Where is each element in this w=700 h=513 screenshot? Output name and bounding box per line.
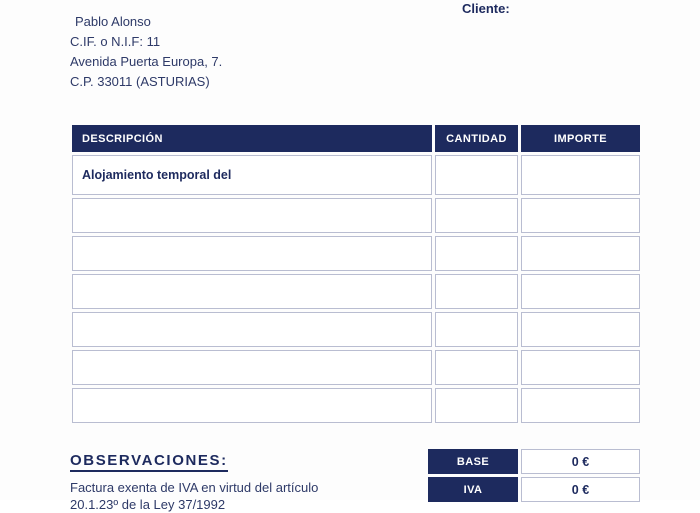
table-row-4-descripcion — [72, 274, 432, 309]
table-row-2-descripcion — [72, 198, 432, 233]
table-row-5-importe — [521, 312, 640, 347]
table-row-5-cantidad — [435, 312, 518, 347]
table-row-3-cantidad — [435, 236, 518, 271]
table-row-1-descripcion — [72, 155, 432, 195]
sender-block — [70, 12, 222, 92]
table-row-3-importe — [521, 236, 640, 271]
table-row-1-importe — [521, 155, 640, 195]
table-row-4-cantidad — [435, 274, 518, 309]
table-row-6-descripcion — [72, 350, 432, 385]
table-row-7-descripcion — [72, 388, 432, 423]
table-row-4-importe — [521, 274, 640, 309]
client-label: Cliente: — [462, 1, 510, 16]
table-row-2-cantidad — [435, 198, 518, 233]
header-cell-cantidad: CANTIDAD — [435, 125, 518, 152]
table-row-7-cantidad — [435, 388, 518, 423]
base-label: BASE — [428, 449, 518, 474]
table-row-7-importe — [521, 388, 640, 423]
header-cell-importe: IMPORTE — [521, 125, 640, 152]
observaciones-line-2: 20.1.23º de la Ley 37/1992 — [70, 497, 226, 512]
table-row-1-cantidad — [435, 155, 518, 195]
table-row-2-importe — [521, 198, 640, 233]
table-row-5-descripcion — [72, 312, 432, 347]
sender-nif: C.IF. o N.I.F: 11 — [70, 34, 161, 49]
items-table — [72, 125, 640, 423]
iva-value: 0 € — [521, 477, 640, 502]
base-value: 0 € — [521, 449, 640, 474]
totals-table — [428, 449, 640, 502]
item-description-text: Alojamiento temporal del — [82, 168, 232, 182]
iva-label: IVA — [428, 477, 518, 502]
sender-postal: C.P. 33011 (ASTURIAS) — [70, 74, 210, 89]
sender-address: Avenida Puerta Europa, 7. — [70, 54, 223, 69]
table-row-6-importe — [521, 350, 640, 385]
observaciones-section — [70, 452, 318, 513]
observaciones-line-1: Factura exenta de IVA en virtud del artículo — [70, 480, 319, 495]
header-cell-descripcion: DESCRIPCIÓN — [72, 125, 432, 152]
table-row-3-descripcion — [72, 236, 432, 271]
observaciones-title: OBSERVACIONES: — [70, 452, 228, 472]
sender-name: Pablo Alonso — [75, 14, 151, 29]
table-row-6-cantidad — [435, 350, 518, 385]
